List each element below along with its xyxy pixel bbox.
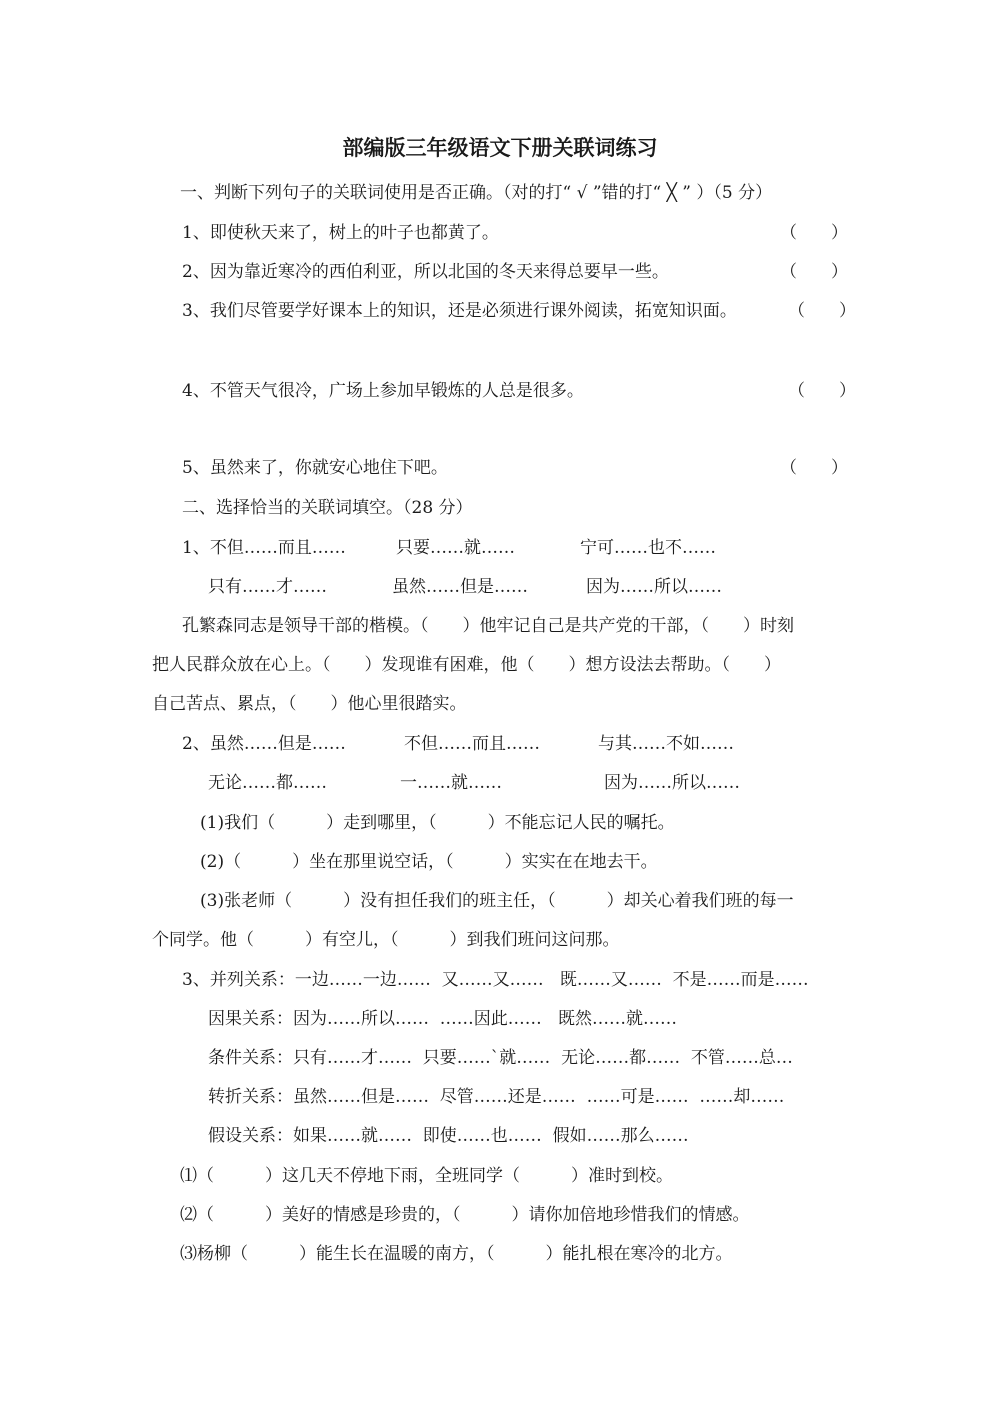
q3-relation-row: 因果关系：因为……所以…… ……因此…… 既然……就…… — [208, 1009, 678, 1029]
q3-relation-row: 3、并列关系：一边……一边…… 又……又…… 既……又…… 不是……而是…… — [182, 970, 809, 990]
s1-item-5-answer-blank[interactable]: （ ） — [780, 458, 848, 478]
s1-item-1-answer-blank[interactable]: （ ） — [780, 223, 848, 243]
s1-item-3-text: 3、我们尽管要学好课本上的知识，还是必须进行课外阅读，拓宽知识面。 — [182, 301, 737, 321]
q2-sentence: (3)张老师（ ）没有担任我们的班主任，（ ）却关心着我们班的每一 — [200, 891, 794, 911]
s1-item-5-text: 5、虽然来了，你就安心地住下吧。 — [182, 458, 448, 478]
s1-item-4-text: 4、不管天气很冷，广场上参加早锻炼的人总是很多。 — [182, 381, 584, 401]
page-title: 部编版三年级语文下册关联词练习 — [342, 135, 658, 160]
s1-item-1-text: 1、即使秋天来了，树上的叶子也都黄了。 — [182, 223, 499, 243]
section1-heading: 一、判断下列句子的关联词使用是否正确。（对的打“ √ ”错的打“ ╳ ” ）（5 分） — [180, 183, 773, 203]
q1-option: 因为……所以…… — [586, 577, 722, 597]
q2-option: 与其……不如…… — [598, 734, 734, 754]
q2-sentence: 个同学。他（ ）有空儿，（ ）到我们班问这问那。 — [152, 930, 620, 950]
q1-option: 虽然……但是…… — [392, 577, 528, 597]
q1-paragraph-line: 自己苦点、累点，（ ）他心里很踏实。 — [152, 694, 467, 714]
q2-option: 2、虽然……但是…… — [182, 734, 346, 754]
q3-sentence: ⑵（ ）美好的情感是珍贵的，（ ）请你加倍地珍惜我们的情感。 — [180, 1205, 750, 1225]
q2-option: 一……就…… — [400, 773, 502, 793]
q1-option: 只要……就…… — [396, 538, 515, 558]
q2-option: 因为……所以…… — [604, 773, 740, 793]
s1-item-3-answer-blank[interactable]: （ ） — [788, 301, 856, 321]
section2-heading: 二、选择恰当的关联词填空。（28 分） — [182, 498, 473, 518]
q3-sentence: ⑴（ ）这几天不停地下雨，全班同学（ ）准时到校。 — [180, 1166, 673, 1186]
q2-sentence: (1)我们（ ）走到哪里，（ ）不能忘记人民的嘱托。 — [200, 813, 675, 833]
q1-paragraph-line: 孔繁森同志是领导干部的楷模。（ ）他牢记自己是共产党的干部，（ ）时刻 — [182, 616, 794, 636]
q2-option: 不但……而且…… — [404, 734, 540, 754]
q1-paragraph-line: 把人民群众放在心上。（ ）发现谁有困难，他（ ）想方设法去帮助。（ ） — [152, 655, 781, 675]
q1-option: 1、不但……而且…… — [182, 538, 346, 558]
q3-relation-row: 假设关系：如果……就…… 即使……也…… 假如……那么…… — [208, 1126, 689, 1146]
q2-option: 无论……都…… — [208, 773, 327, 793]
q3-relation-row: 转折关系：虽然……但是…… 尽管……还是…… ……可是…… ……却…… — [208, 1087, 785, 1107]
s1-item-2-answer-blank[interactable]: （ ） — [780, 262, 848, 282]
q3-relation-row: 条件关系：只有……才…… 只要……`就…… 无论……都…… 不管……总… — [208, 1048, 793, 1068]
q3-sentence: ⑶杨柳（ ）能生长在温暖的南方，（ ）能扎根在寒冷的北方。 — [180, 1244, 733, 1264]
s1-item-2-text: 2、因为靠近寒冷的西伯利亚，所以北国的冬天来得总要早一些。 — [182, 262, 669, 282]
s1-item-4-answer-blank[interactable]: （ ） — [788, 381, 856, 401]
q1-option: 只有……才…… — [208, 577, 327, 597]
q1-option: 宁可……也不…… — [580, 538, 716, 558]
q2-sentence: (2)（ ）坐在那里说空话，（ ）实实在在地去干。 — [200, 852, 658, 872]
